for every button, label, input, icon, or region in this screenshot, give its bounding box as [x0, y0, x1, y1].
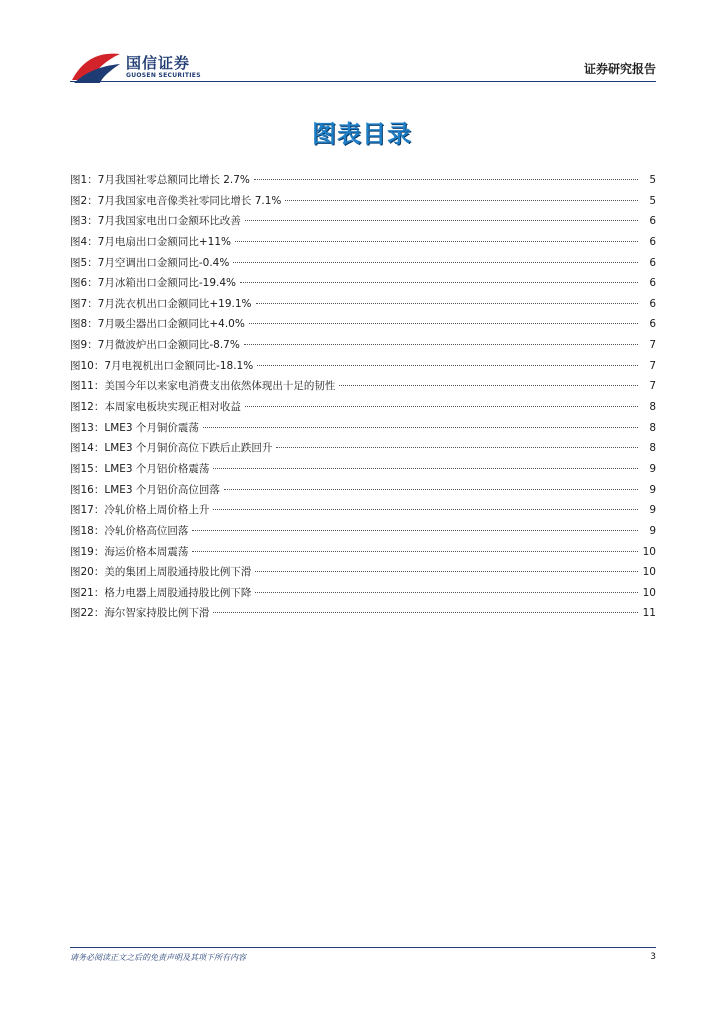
toc-entry-page: 10 [642, 586, 656, 599]
toc-dot-leader [213, 509, 638, 510]
toc-entry-separator: ： [87, 318, 98, 331]
toc-entry-separator: ： [87, 256, 98, 269]
toc-entry-page: 8 [649, 401, 656, 414]
toc-entry-page: 9 [649, 524, 656, 537]
toc-entry-page: 6 [649, 318, 656, 331]
toc-entry[interactable] [70, 356, 656, 377]
header-divider [70, 81, 656, 82]
report-type-label: 证券研究报告 [583, 62, 656, 76]
toc-entry[interactable] [70, 335, 656, 356]
toc-entry-label: 图9 [70, 339, 88, 352]
page-number: 3 [650, 952, 656, 962]
toc-entry-page: 5 [649, 174, 656, 186]
logo-mark-icon [70, 50, 122, 84]
toc-dot-leader [276, 447, 638, 448]
toc-entry-text: 海运价格本周震荡 [104, 545, 189, 558]
toc-entry-text: LME3 个月铝价格震荡 [104, 462, 210, 475]
toc-entry[interactable] [70, 376, 656, 397]
toc-entry[interactable] [70, 459, 656, 480]
toc-dot-leader [256, 303, 638, 304]
toc-entry-separator: ： [93, 566, 105, 579]
toc-entry-text: 美国今年以来家电消费支出依然体现出十足的韧性 [104, 380, 336, 393]
toc-entry-page: 10 [642, 545, 656, 558]
toc-entry-page: 10 [642, 566, 656, 579]
toc-entry-text: 7月吸尘器出口金额同比+4.0% [97, 318, 245, 331]
toc-entry[interactable] [70, 314, 656, 335]
toc-entry-separator: ： [93, 359, 105, 372]
toc-entry-text: LME3 个月铝价高位回落 [104, 483, 220, 496]
toc-entry-page: 8 [649, 421, 656, 434]
toc-entry-separator: ： [87, 194, 98, 207]
toc-entry-separator: ： [93, 483, 105, 496]
toc-entry-separator: ： [93, 462, 105, 475]
toc-dot-leader [213, 612, 638, 613]
toc-entry-page: 6 [649, 256, 656, 269]
toc-entry[interactable] [70, 521, 656, 542]
toc-entry-text: 美的集团上周股通持股比例下滑 [104, 566, 252, 579]
toc-entry-text: 7月我国家电出口金额环比改善 [97, 215, 241, 228]
toc-dot-leader [233, 262, 638, 263]
footer-divider [70, 947, 656, 948]
toc-entry[interactable] [70, 397, 656, 418]
toc-entry-separator: ： [93, 380, 105, 393]
toc-dot-leader [192, 551, 638, 552]
toc-entry-separator: ： [87, 339, 98, 352]
toc-entry-page: 9 [649, 462, 656, 475]
toc-entry-page: 9 [649, 483, 656, 496]
toc-entry-page: 7 [649, 380, 656, 393]
toc-entry-label: 图8 [70, 318, 88, 331]
toc-entry-label: 图15 [70, 462, 94, 475]
toc-entry-label: 图20 [70, 566, 94, 579]
toc-entry-separator: ： [87, 215, 98, 228]
toc-dot-leader [203, 427, 638, 428]
toc-entry-page: 6 [649, 235, 656, 248]
toc-entry[interactable] [70, 438, 656, 459]
toc-entry-label: 图11 [70, 380, 94, 393]
toc-entry[interactable] [70, 603, 656, 624]
toc-entry-text: 7月空调出口金额同比-0.4% [97, 256, 230, 269]
toc-entry-label: 图18 [70, 524, 94, 537]
toc-entry-label: 图1 [70, 174, 88, 186]
disclaimer-note: 请务必阅读正文之后的免责声明及其项下所有内容 [70, 953, 246, 962]
toc-entry-separator: ： [93, 607, 105, 620]
toc-entry-text: 7月洗衣机出口金额同比+19.1% [97, 297, 252, 310]
toc-entry-text: 冷轧价格高位回落 [104, 524, 189, 537]
toc-dot-leader [255, 571, 638, 572]
toc-entry[interactable] [70, 273, 656, 294]
toc-entry-text: 7月电视机出口金额同比-18.1% [104, 359, 254, 372]
toc-entry[interactable] [70, 170, 656, 191]
toc-entry[interactable] [70, 253, 656, 274]
toc-entry[interactable] [70, 562, 656, 583]
toc-entry-text: 7月微波炉出口金额同比-8.7% [97, 339, 240, 352]
page-header [0, 0, 724, 90]
toc-entry-label: 图21 [70, 586, 94, 599]
toc-dot-leader [224, 489, 638, 490]
toc-entry-page: 9 [649, 504, 656, 517]
toc-dot-leader [244, 344, 638, 345]
toc-entry-label: 图2 [70, 194, 88, 207]
toc-entry-text: 海尔智家持股比例下滑 [104, 607, 210, 620]
toc-entry-label: 图19 [70, 545, 94, 558]
toc-entry-label: 图7 [70, 297, 88, 310]
toc-entry-separator: ： [87, 174, 98, 186]
toc-entry[interactable] [70, 480, 656, 501]
toc-entry-label: 图16 [70, 483, 94, 496]
toc-entry-separator: ： [93, 586, 105, 599]
toc-entry-separator: ： [93, 442, 105, 455]
toc-entry-separator: ： [87, 277, 98, 290]
toc-entry[interactable] [70, 418, 656, 439]
toc-entry-text: 7月冰箱出口金额同比-19.4% [97, 277, 237, 290]
toc-dot-leader [192, 530, 638, 531]
toc-entry-label: 图3 [70, 215, 88, 228]
toc-entry-text: 7月我国家电音像类社零同比增长 7.1% [97, 194, 282, 207]
toc-entry-text: 7月我国社零总额同比增长 2.7% [97, 174, 250, 186]
toc-entry-label: 图22 [70, 607, 94, 620]
toc-entry-separator: ： [93, 421, 105, 434]
toc-entry-text: 格力电器上周股通持股比例下降 [104, 586, 252, 599]
toc-entry-text: LME3 个月铜价震荡 [104, 421, 199, 434]
toc-entry-separator: ： [93, 524, 105, 537]
toc-dot-leader [245, 406, 638, 407]
toc-entry[interactable] [70, 583, 656, 604]
toc-dot-leader [245, 220, 638, 221]
toc-entry-page: 11 [642, 607, 656, 620]
toc-dot-leader [339, 385, 638, 386]
toc-dot-leader [254, 179, 638, 180]
toc-entry-label: 图14 [70, 442, 94, 455]
toc-entry-label: 图5 [70, 256, 88, 269]
toc-entry-page: 6 [649, 277, 656, 290]
toc-entry-text: 本周家电板块实现正相对收益 [104, 401, 241, 414]
toc-entry-text: LME3 个月铜价高位下跌后止跌回升 [104, 442, 273, 455]
toc-entry-page: 6 [649, 297, 656, 310]
toc-entry-text: 冷轧价格上周价格上升 [104, 504, 210, 517]
logo-chinese-name: 国信证券 [126, 54, 191, 72]
toc-entry[interactable] [70, 232, 656, 253]
toc-entry-label: 图17 [70, 504, 94, 517]
toc-dot-leader [249, 323, 638, 324]
toc-entry-label: 图12 [70, 401, 94, 414]
toc-dot-leader [257, 365, 638, 366]
toc-entry-separator: ： [93, 545, 105, 558]
toc-list [70, 170, 656, 624]
toc-entry-label: 图6 [70, 277, 88, 290]
toc-entry-page: 7 [649, 359, 656, 372]
logo-english-name: GUOSEN SECURITIES [126, 72, 201, 79]
company-logo [70, 50, 210, 84]
toc-entry-page: 7 [649, 339, 656, 352]
toc-entry[interactable] [70, 211, 656, 232]
toc-dot-leader [255, 592, 638, 593]
toc-entry-page: 6 [649, 215, 656, 228]
toc-entry-page: 5 [649, 194, 656, 207]
toc-entry[interactable] [70, 542, 656, 563]
toc-entry-label: 图13 [70, 421, 94, 434]
toc-entry-separator: ： [87, 297, 98, 310]
toc-entry[interactable] [70, 500, 656, 521]
toc-dot-leader [235, 241, 638, 242]
toc-entry-separator: ： [93, 401, 105, 414]
toc-entry[interactable] [70, 294, 656, 315]
toc-entry-separator: ： [87, 235, 98, 248]
toc-entry-page: 8 [649, 442, 656, 455]
toc-dot-leader [285, 200, 638, 201]
toc-entry-label: 图4 [70, 235, 88, 248]
toc-title: 图表目录 [312, 120, 412, 148]
toc-entry-label: 图10 [70, 359, 94, 372]
toc-dot-leader [240, 282, 638, 283]
toc-entry-text: 7月电扇出口金额同比+11% [97, 235, 232, 248]
toc-entry-separator: ： [93, 504, 105, 517]
toc-entry[interactable] [70, 191, 656, 212]
toc-dot-leader [213, 468, 638, 469]
